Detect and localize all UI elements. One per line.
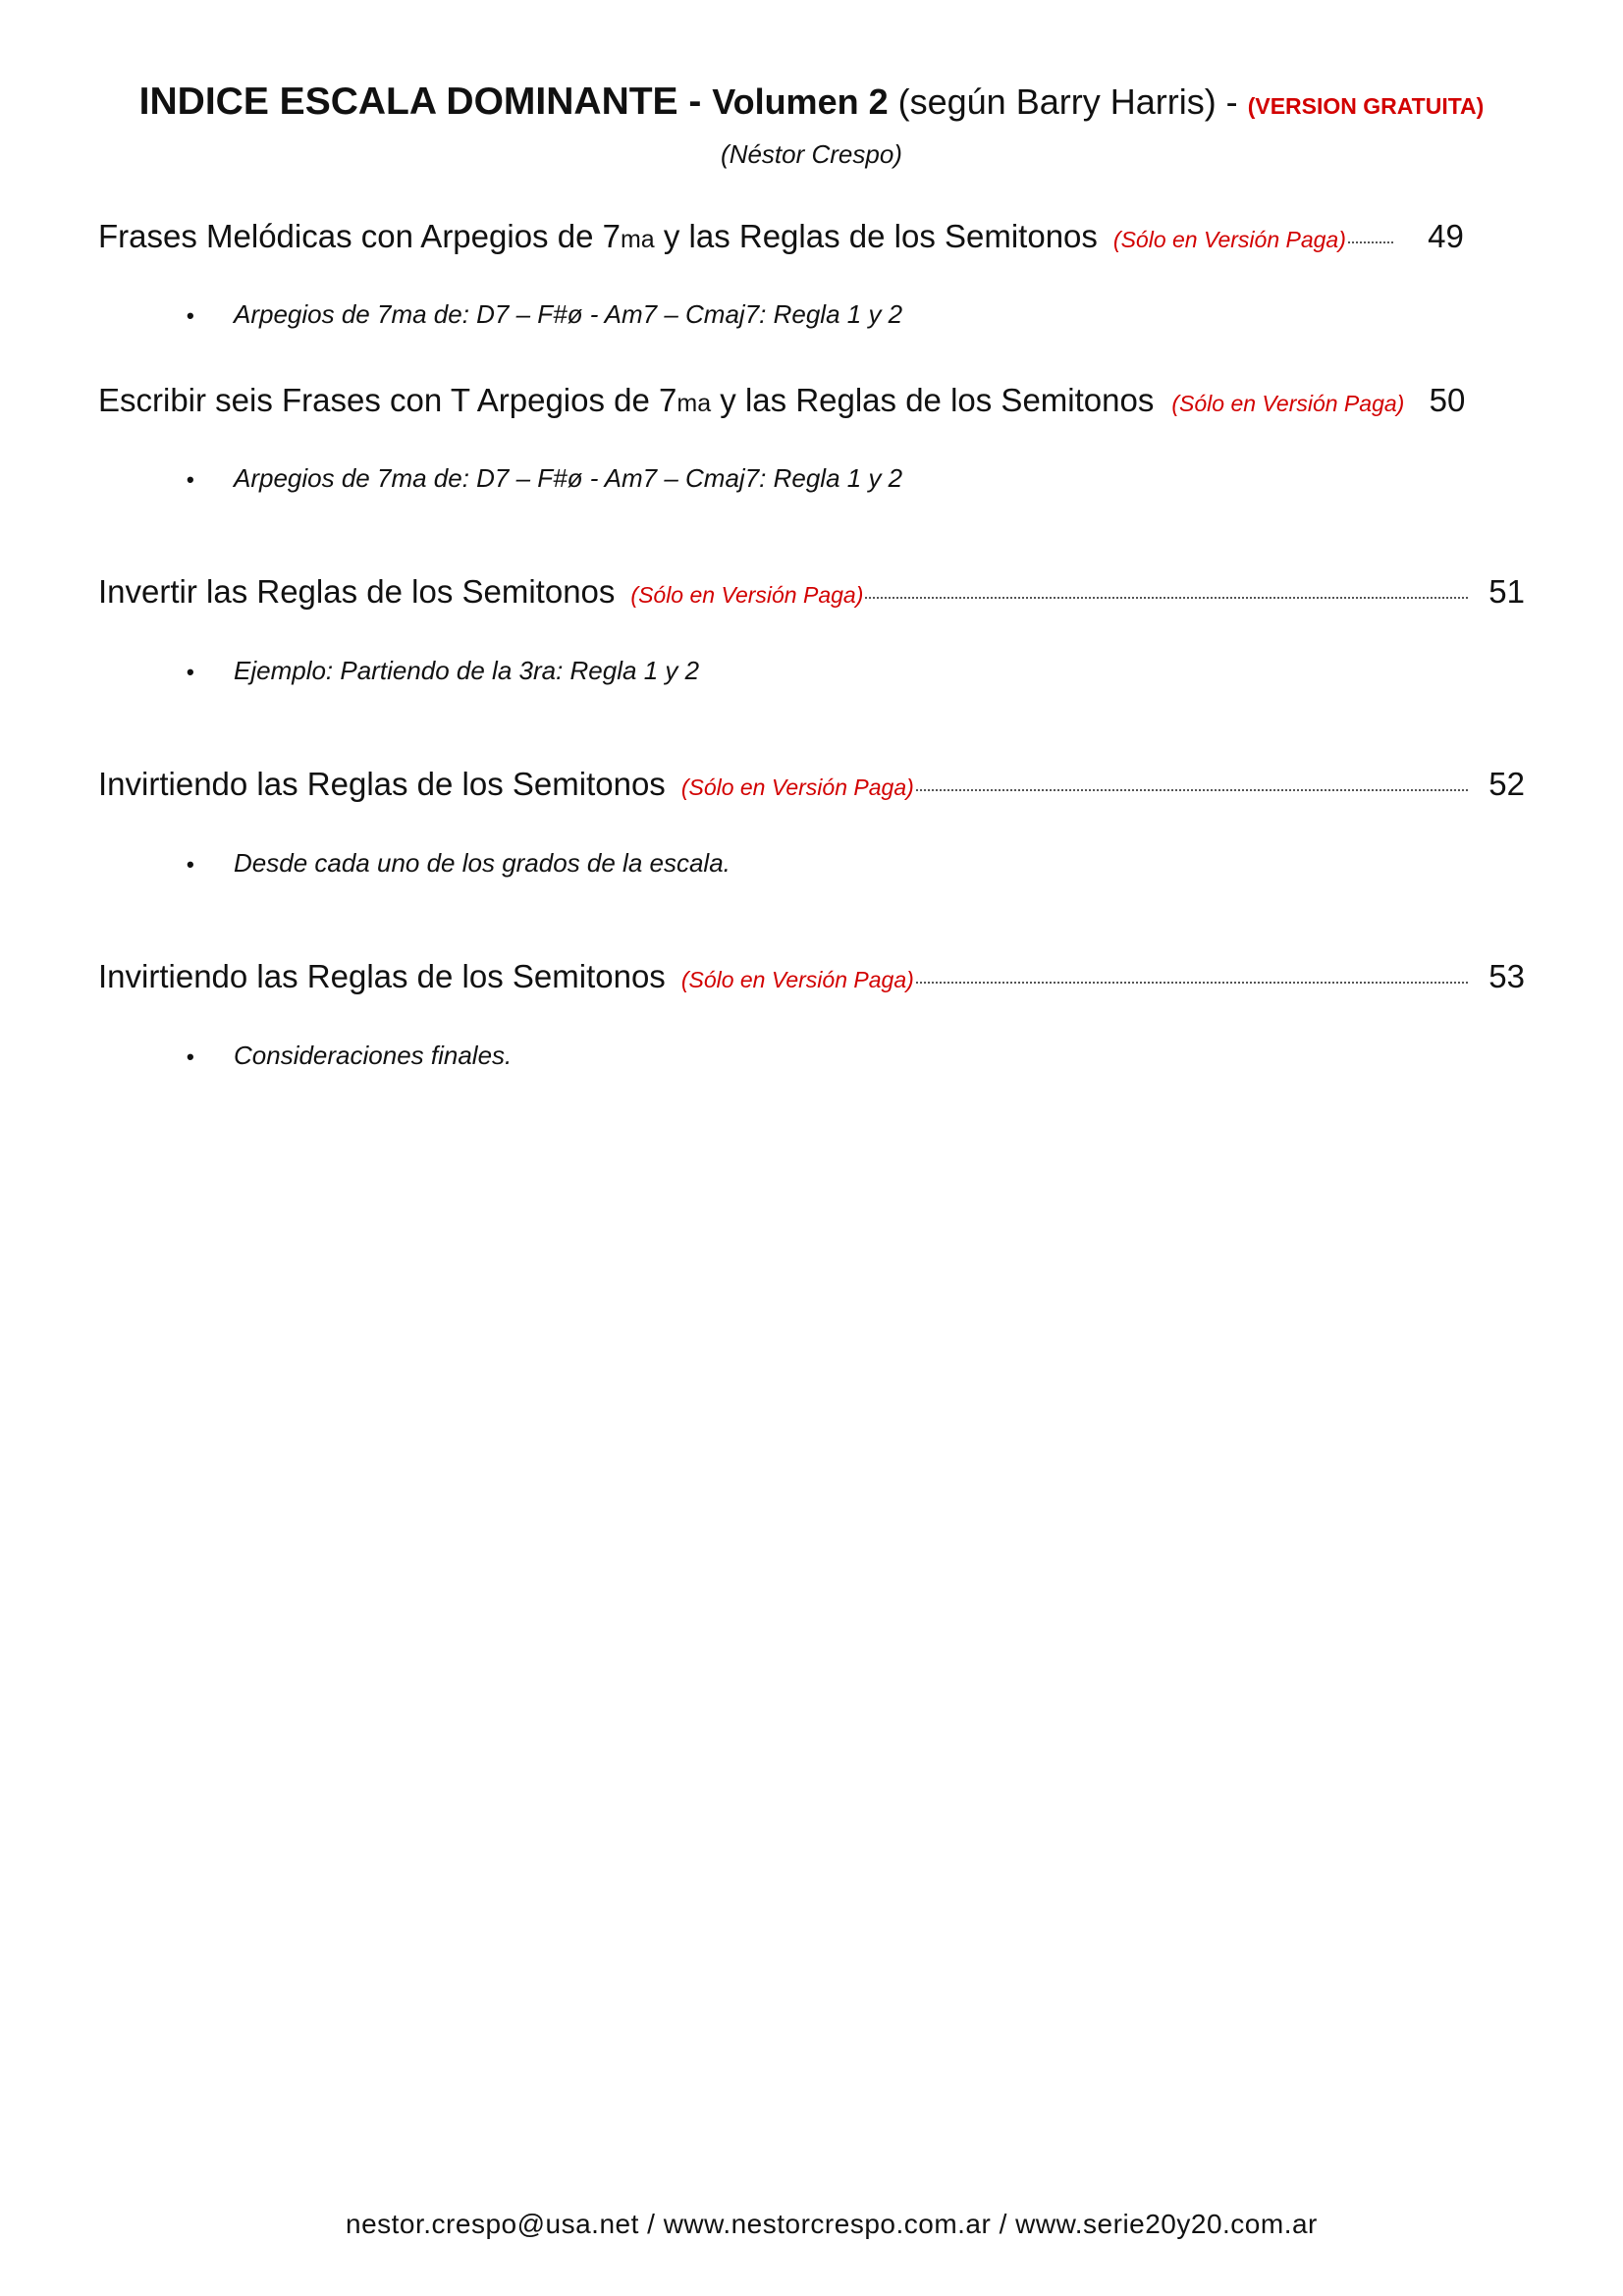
- toc-entry: [98, 382, 1525, 431]
- document-title: [0, 80, 1623, 124]
- toc-entry: [98, 573, 1525, 622]
- paid-version-note: (Sólo en Versión Paga): [680, 774, 914, 800]
- toc-entry-title: Escribir seis Frases con T Arpegios de 7ma y las Reglas de los Semitonos: [98, 382, 1155, 418]
- bullet-icon: •: [187, 467, 194, 492]
- title-volume: Volumen 2: [712, 81, 889, 122]
- page-number: 52: [1488, 766, 1525, 802]
- toc-subitem: [187, 1041, 512, 1071]
- paid-version-note: (Sólo en Versión Paga): [1171, 391, 1405, 416]
- page-number: 51: [1488, 573, 1525, 610]
- dot-leader: [916, 789, 1468, 791]
- toc-subitem: [187, 656, 699, 686]
- title-subtitle: (según Barry Harris) -: [888, 81, 1248, 122]
- toc-entry-title: Invertir las Reglas de los Semitonos: [98, 573, 616, 610]
- author-line: (Néstor Crespo): [721, 139, 902, 169]
- page-number: 49: [1428, 218, 1464, 254]
- toc-subitem-text: Arpegios de 7ma de: D7 – F#ø - Am7 – Cmaj7: Regla 1 y 2: [234, 299, 903, 329]
- page-number: 50: [1429, 382, 1466, 418]
- toc-entry: [98, 766, 1525, 815]
- toc-entry: [98, 218, 1525, 267]
- toc-subitem: [187, 848, 730, 879]
- toc-subitem-text: Arpegios de 7ma de: D7 – F#ø - Am7 – Cmaj7: Regla 1 y 2: [234, 463, 903, 493]
- toc-subitem-text: Desde cada uno de los grados de la escala.: [234, 848, 730, 878]
- paid-version-note: (Sólo en Versión Paga): [1112, 227, 1346, 252]
- title-main: INDICE ESCALA DOMINANTE -: [138, 80, 713, 123]
- toc-entry-title: Invirtiendo las Reglas de los Semitonos: [98, 958, 666, 994]
- toc-subitem-text: Ejemplo: Partiendo de la 3ra: Regla 1 y 2: [234, 656, 700, 685]
- dot-leader: [916, 982, 1468, 984]
- bullet-icon: •: [187, 852, 194, 877]
- toc-subitem-text: Consideraciones finales.: [234, 1041, 513, 1070]
- page-number: 53: [1488, 958, 1525, 994]
- footer-contact-links: nestor.crespo@usa.net / www.nestorcrespo.com.ar / www.serie20y20.com.ar: [346, 2209, 1318, 2239]
- bullet-icon: •: [187, 303, 194, 328]
- toc-entry-title: Frases Melódicas con Arpegios de 7ma y las Reglas de los Semitonos: [98, 218, 1098, 254]
- bullet-icon: •: [187, 1044, 194, 1069]
- bullet-icon: •: [187, 660, 194, 684]
- toc-entry-title: Invirtiendo las Reglas de los Semitonos: [98, 766, 666, 802]
- paid-version-note: (Sólo en Versión Paga): [630, 582, 864, 608]
- toc-subitem: [187, 299, 902, 330]
- dot-leader: [865, 597, 1468, 599]
- toc-subitem: [187, 463, 902, 494]
- free-version-badge: (VERSION GRATUITA): [1247, 93, 1485, 119]
- dot-leader: [1348, 241, 1393, 243]
- toc-entry: [98, 958, 1525, 1007]
- paid-version-note: (Sólo en Versión Paga): [680, 967, 914, 992]
